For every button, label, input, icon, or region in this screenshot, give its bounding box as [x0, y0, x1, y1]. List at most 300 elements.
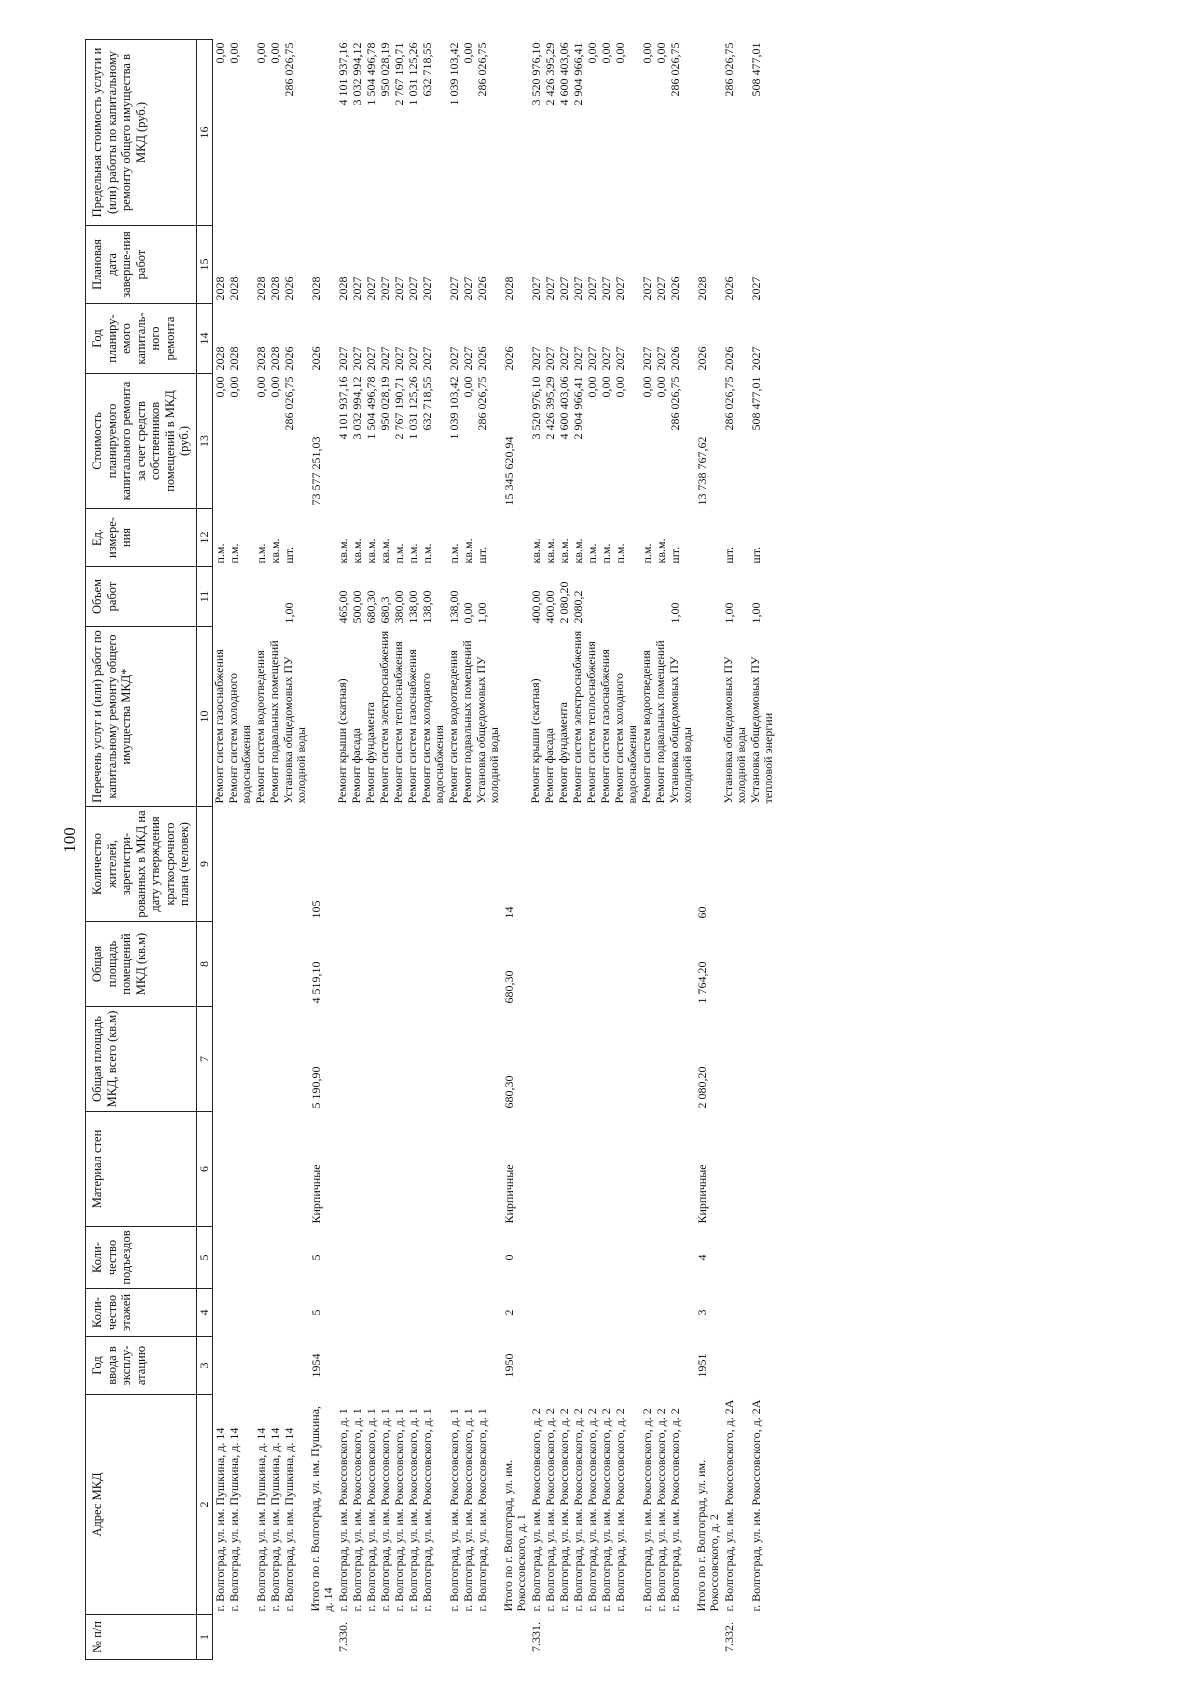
empty-cell — [654, 1227, 668, 1289]
unit: п.м. — [639, 543, 654, 564]
empty-cell — [212, 1112, 227, 1227]
empty-cell — [378, 1227, 392, 1289]
empty-cell — [364, 1227, 378, 1289]
empty-cell — [722, 1007, 749, 1112]
repair-year: 2027 — [570, 346, 585, 371]
table-row — [227, 40, 254, 1660]
address: г. Волгоград, ул. им. Пушкина, д. 14 — [267, 1427, 282, 1612]
work-volume — [599, 567, 613, 627]
column-number: 3 — [196, 1337, 212, 1395]
work-type: Ремонт систем газоснабжения — [404, 649, 419, 804]
address: г. Волгоград, ул. им. Рокоссовского, д. 2 — [570, 1408, 585, 1612]
empty-cell — [668, 922, 695, 1007]
empty-cell — [640, 1289, 654, 1337]
work-empty — [309, 627, 336, 807]
work-volume: 138,00 — [405, 590, 420, 624]
volume-empty — [502, 567, 529, 627]
repair-year: 2026 — [694, 346, 709, 371]
header-cell: Материал стен — [86, 1112, 197, 1227]
empty-cell — [447, 1007, 461, 1112]
empty-cell — [461, 1227, 475, 1289]
empty-cell — [212, 1007, 227, 1112]
completion-date: 2027 — [598, 276, 613, 301]
empty-cell — [654, 1337, 668, 1395]
column-number-row — [196, 40, 212, 1660]
header-cell: Год ввода в эксплу-атацию — [86, 1337, 197, 1395]
empty-cell — [392, 1007, 406, 1112]
empty-cell — [447, 1289, 461, 1337]
cost: 632 718,55 — [419, 376, 434, 431]
empty-cell — [613, 1112, 640, 1227]
work-type: Ремонт систем теплоснабжения — [583, 641, 598, 804]
empty-cell — [529, 1227, 543, 1289]
address: г. Волгоград, ул. им. Пушкина, д. 14 — [253, 1427, 268, 1612]
row-number — [447, 1615, 461, 1660]
empty-cell — [282, 922, 309, 1007]
empty-cell — [640, 1337, 654, 1395]
cost: 286 026,75 — [281, 376, 296, 431]
completion-date: 2027 — [349, 276, 364, 301]
column-number: 4 — [196, 1289, 212, 1337]
repair-year: 2027 — [598, 346, 613, 371]
row-number — [350, 1615, 364, 1660]
total-row — [695, 40, 722, 1660]
empty-cell — [461, 1337, 475, 1395]
empty-cell — [336, 1227, 350, 1289]
empty-cell — [749, 807, 776, 922]
unit: п.м. — [226, 543, 241, 564]
empty-cell — [364, 1007, 378, 1112]
work-volume: 1,00 — [748, 602, 763, 624]
empty-cell — [599, 1227, 613, 1289]
work-volume — [212, 567, 227, 627]
completion-date: 2027 — [391, 276, 406, 301]
empty-cell — [599, 1112, 613, 1227]
row-number — [378, 1615, 392, 1660]
unit-empty — [695, 509, 722, 567]
empty-cell — [668, 1337, 695, 1395]
row-number: 7.330. — [335, 1622, 350, 1652]
work-type: Ремонт систем электроснабжения — [376, 630, 391, 804]
cost: 0,00 — [212, 376, 227, 398]
row-number — [613, 1615, 640, 1660]
empty-cell — [557, 1289, 571, 1337]
repair-year: 2028 — [253, 346, 268, 371]
cost: 1 039 103,42 — [446, 376, 461, 440]
empty-cell — [668, 1007, 695, 1112]
table-row — [654, 40, 668, 1660]
empty-cell — [557, 1227, 571, 1289]
table-row — [350, 40, 364, 1660]
repair-year: 2026 — [474, 346, 489, 371]
unit: шт. — [748, 546, 763, 564]
table-row — [420, 40, 447, 1660]
empty-cell — [654, 1112, 668, 1227]
row-number — [475, 1615, 502, 1660]
empty-cell — [406, 807, 420, 922]
empty-cell — [227, 1227, 254, 1289]
empty-cell — [406, 1112, 420, 1227]
work-volume: 465,00 — [335, 590, 350, 624]
work-type: Ремонт систем водоотведения — [445, 650, 460, 804]
total-cost: 13 738 767,62 — [694, 436, 709, 506]
unit: п.м. — [419, 543, 434, 564]
address: г. Волгоград, ул. им. Рокоссовского, д. 1 — [335, 1408, 350, 1612]
work-type: Ремонт систем газоснабжения — [597, 649, 612, 804]
column-number: 5 — [196, 1227, 212, 1289]
limit-cost: 0,00 — [598, 42, 613, 64]
rotated-table-container — [85, 40, 1185, 1660]
row-number — [654, 1615, 668, 1660]
header-cell: Общая площадь МКД, всего (кв.м) — [86, 1007, 197, 1112]
limit-cost: 508 477,01 — [748, 42, 763, 97]
table-row — [447, 40, 461, 1660]
table-row — [212, 40, 227, 1660]
empty-cell — [599, 922, 613, 1007]
empty-cell — [406, 1007, 420, 1112]
limit-cost: 0,00 — [267, 42, 282, 64]
empty-cell — [461, 1289, 475, 1337]
address: г. Волгоград, ул. им. Рокоссовского, д. 2 — [612, 1408, 627, 1612]
work-volume: 138,00 — [446, 590, 461, 624]
work-type: Ремонт систем холодного водоснабжения — [611, 672, 639, 804]
empty-cell — [585, 1227, 599, 1289]
work-type: Ремонт фундамента — [555, 702, 570, 804]
work-volume: 1,00 — [721, 602, 736, 624]
address: г. Волгоград, ул. им. Рокоссовского, д. 1 — [474, 1408, 489, 1612]
cost: 0,00 — [267, 376, 282, 398]
unit: шт. — [281, 546, 296, 564]
empty-cell — [282, 807, 309, 922]
cost: 2 426 395,29 — [542, 376, 557, 440]
empty-cell — [668, 1289, 695, 1337]
empty-cell — [475, 1112, 502, 1227]
table-row — [543, 40, 557, 1660]
entrances-count: 5 — [308, 1254, 323, 1261]
empty-cell — [336, 1007, 350, 1112]
empty-cell — [406, 1337, 420, 1395]
work-type: Ремонт крыши (скатная) — [527, 678, 542, 804]
empty-cell — [543, 1007, 557, 1112]
repair-year: 2027 — [556, 346, 571, 371]
empty-cell — [268, 1289, 282, 1337]
row-number — [749, 1615, 776, 1660]
rooms-area: 4 519,10 — [308, 961, 323, 1004]
empty-cell — [447, 807, 461, 922]
work-volume: 500,00 — [349, 590, 364, 624]
empty-cell — [654, 1289, 668, 1337]
empty-cell — [254, 807, 268, 922]
empty-cell — [447, 1337, 461, 1395]
completion-date: 2027 — [363, 276, 378, 301]
address: г. Волгоград, ул. им. Рокоссовского, д. 2 — [542, 1408, 557, 1612]
empty-cell — [227, 1007, 254, 1112]
empty-cell — [268, 1007, 282, 1112]
limit-cost: 950 028,19 — [377, 42, 392, 97]
unit: кв.м. — [528, 538, 543, 564]
unit: кв.м. — [570, 538, 585, 564]
row-number — [668, 1615, 695, 1660]
unit: шт. — [474, 546, 489, 564]
repair-year: 2027 — [405, 346, 420, 371]
empty-cell — [282, 1289, 309, 1337]
table-row — [640, 40, 654, 1660]
cost: 0,00 — [653, 376, 668, 398]
row-number — [392, 1615, 406, 1660]
column-number: 9 — [196, 807, 212, 922]
work-type: Ремонт фасада — [348, 728, 363, 804]
empty-cell — [336, 1112, 350, 1227]
completion-date: 2027 — [405, 276, 420, 301]
unit: п.м. — [598, 543, 613, 564]
empty-cell — [212, 1289, 227, 1337]
address: г. Волгоград, ул. им. Рокоссовского, д. 1 — [363, 1408, 378, 1612]
empty-cell — [557, 922, 571, 1007]
limit-empty — [502, 40, 529, 226]
empty-cell — [475, 1289, 502, 1337]
unit: кв.м. — [377, 538, 392, 564]
completion-date: 2027 — [612, 276, 627, 301]
entrances-count: 0 — [501, 1254, 516, 1261]
column-number: 6 — [196, 1112, 212, 1227]
empty-cell — [529, 1112, 543, 1227]
limit-cost: 1 031 125,26 — [405, 42, 420, 106]
empty-cell — [640, 922, 654, 1007]
work-empty — [695, 627, 722, 807]
table-row — [336, 40, 350, 1660]
work-type: Ремонт систем водоотведения — [638, 650, 653, 804]
empty-cell — [749, 1007, 776, 1112]
unit: п.м. — [446, 543, 461, 564]
empty-cell — [722, 922, 749, 1007]
empty-cell — [406, 922, 420, 1007]
empty-cell — [557, 1007, 571, 1112]
empty-cell — [613, 1289, 640, 1337]
limit-cost: 4 101 937,16 — [335, 42, 350, 106]
empty-cell — [613, 1007, 640, 1112]
empty-cell — [571, 1007, 585, 1112]
table-row — [749, 40, 776, 1660]
row-number — [461, 1615, 475, 1660]
table-row — [529, 40, 543, 1660]
empty-cell — [392, 1337, 406, 1395]
column-number: 15 — [196, 226, 212, 304]
floors-count: 2 — [501, 1309, 516, 1316]
address: г. Волгоград, ул. им. Рокоссовского, д. 2 — [639, 1408, 654, 1612]
empty-cell — [392, 1289, 406, 1337]
cost: 4 600 403,06 — [556, 376, 571, 440]
work-volume — [227, 567, 254, 627]
address: г. Волгоград, ул. им. Пушкина, д. 14 — [281, 1427, 296, 1612]
empty-cell — [364, 1337, 378, 1395]
table-row — [722, 40, 749, 1660]
table-row — [268, 40, 282, 1660]
repair-year: 2027 — [584, 346, 599, 371]
column-number: 1 — [196, 1615, 212, 1660]
table-row — [364, 40, 378, 1660]
row-number: 7.331. — [528, 1622, 543, 1652]
work-empty — [502, 627, 529, 807]
work-volume: 2080,2 — [570, 590, 585, 624]
address: г. Волгоград, ул. им. Рокоссовского, д. 1 — [349, 1408, 364, 1612]
empty-cell — [350, 1289, 364, 1337]
empty-cell — [254, 1227, 268, 1289]
cost: 950 028,19 — [377, 376, 392, 431]
row-number — [420, 1615, 447, 1660]
empty-cell — [585, 922, 599, 1007]
row-number — [695, 1615, 722, 1660]
empty-cell — [543, 1112, 557, 1227]
table-row — [461, 40, 475, 1660]
limit-cost: 3 032 994,12 — [349, 42, 364, 106]
unit: п.м. — [584, 543, 599, 564]
cost: 0,00 — [226, 376, 241, 398]
total-area: 2 080,20 — [694, 1066, 709, 1109]
empty-cell — [543, 1289, 557, 1337]
table-row — [254, 40, 268, 1660]
work-type: Ремонт систем электроснабжения — [569, 630, 584, 804]
empty-cell — [585, 1112, 599, 1227]
address: г. Волгоград, ул. им. Рокоссовского, д. 2 — [653, 1408, 668, 1612]
unit: кв.м. — [542, 538, 557, 564]
completion-date: 2027 — [528, 276, 543, 301]
row-number — [571, 1615, 585, 1660]
empty-cell — [571, 1112, 585, 1227]
limit-cost: 3 520 976,10 — [528, 42, 543, 106]
empty-cell — [212, 807, 227, 922]
completion-date: 2028 — [308, 276, 323, 301]
repair-year: 2027 — [653, 346, 668, 371]
cost: 286 026,75 — [474, 376, 489, 431]
empty-cell — [378, 1112, 392, 1227]
empty-cell — [613, 807, 640, 922]
empty-cell — [543, 922, 557, 1007]
empty-cell — [749, 1227, 776, 1289]
limit-cost: 0,00 — [460, 42, 475, 64]
completion-date: 2026 — [281, 276, 296, 301]
empty-cell — [722, 1227, 749, 1289]
empty-cell — [350, 922, 364, 1007]
address: г. Волгоград, ул. им. Рокоссовского, д. 1 — [419, 1408, 434, 1612]
empty-cell — [640, 807, 654, 922]
header-cell: Ед. измере-ния — [86, 509, 197, 567]
limit-empty — [309, 40, 336, 226]
year-built: 1950 — [501, 1353, 516, 1378]
column-number: 10 — [196, 627, 212, 807]
empty-cell — [475, 807, 502, 922]
work-type: Ремонт систем газоснабжения — [211, 649, 226, 804]
wall-material: Кирпичные — [308, 1164, 323, 1224]
row-number — [212, 1615, 227, 1660]
completion-date: 2027 — [377, 276, 392, 301]
header-row — [86, 40, 197, 1660]
empty-cell — [378, 1337, 392, 1395]
limit-cost: 0,00 — [612, 42, 627, 64]
work-volume: 0,00 — [460, 602, 475, 624]
unit-empty — [309, 509, 336, 567]
work-type: Установка общедомовых ПУ холодной воды — [473, 656, 501, 804]
cost: 1 031 125,26 — [405, 376, 420, 440]
header-cell: Год планиру-емого капиталь-ного ремонта — [86, 304, 197, 374]
empty-cell — [420, 922, 447, 1007]
limit-cost: 0,00 — [212, 42, 227, 64]
empty-cell — [392, 1112, 406, 1227]
address: г. Волгоград, ул. им. Рокоссовского, д. 2А — [748, 1399, 763, 1612]
empty-cell — [571, 1337, 585, 1395]
repair-year: 2027 — [349, 346, 364, 371]
empty-cell — [585, 807, 599, 922]
empty-cell — [613, 1337, 640, 1395]
table-row — [557, 40, 571, 1660]
empty-cell — [749, 922, 776, 1007]
empty-cell — [336, 1337, 350, 1395]
empty-cell — [585, 1007, 599, 1112]
repair-year: 2027 — [748, 346, 763, 371]
empty-cell — [336, 922, 350, 1007]
empty-cell — [557, 807, 571, 922]
work-volume — [654, 567, 668, 627]
empty-cell — [722, 1289, 749, 1337]
unit: п.м. — [212, 543, 227, 564]
limit-cost: 1 504 496,78 — [363, 42, 378, 106]
empty-cell — [227, 922, 254, 1007]
header-cell: Коли-чество подъездов — [86, 1227, 197, 1289]
empty-cell — [378, 1007, 392, 1112]
empty-cell — [364, 1289, 378, 1337]
empty-cell — [420, 1007, 447, 1112]
empty-cell — [420, 1289, 447, 1337]
empty-cell — [599, 1007, 613, 1112]
empty-cell — [599, 1289, 613, 1337]
completion-date: 2028 — [267, 276, 282, 301]
cost: 2 904 966,41 — [570, 376, 585, 440]
empty-cell — [529, 1337, 543, 1395]
address: г. Волгоград, ул. им. Рокоссовского, д. 2 — [556, 1408, 571, 1612]
work-type: Ремонт крыши (скатная) — [334, 678, 349, 804]
table-row — [406, 40, 420, 1660]
cost: 3 520 976,10 — [528, 376, 543, 440]
address: г. Волгоград, ул. им. Рокоссовского, д. 1 — [446, 1408, 461, 1612]
empty-cell — [336, 807, 350, 922]
unit: кв.м. — [267, 538, 282, 564]
table-row — [599, 40, 613, 1660]
empty-cell — [654, 1007, 668, 1112]
empty-cell — [668, 807, 695, 922]
work-volume — [613, 567, 640, 627]
completion-date: 2028 — [212, 276, 227, 301]
empty-cell — [282, 1112, 309, 1227]
work-type: Ремонт систем холодного водоснабжения — [225, 672, 253, 804]
completion-date: 2027 — [556, 276, 571, 301]
completion-date: 2028 — [226, 276, 241, 301]
rooms-area: 680,30 — [501, 970, 516, 1004]
empty-cell — [571, 922, 585, 1007]
empty-cell — [613, 1227, 640, 1289]
empty-cell — [378, 922, 392, 1007]
work-volume: 680,30 — [363, 590, 378, 624]
limit-cost: 2 767 190,71 — [391, 42, 406, 106]
empty-cell — [749, 1337, 776, 1395]
empty-cell — [640, 1007, 654, 1112]
year-built: 1951 — [694, 1353, 709, 1378]
residents-count: 105 — [308, 900, 323, 919]
completion-date: 2026 — [474, 276, 489, 301]
empty-cell — [640, 1112, 654, 1227]
completion-date: 2028 — [501, 276, 516, 301]
capital-repair-table — [85, 39, 776, 1660]
header-cell: Объем работ — [86, 567, 197, 627]
repair-year: 2027 — [542, 346, 557, 371]
